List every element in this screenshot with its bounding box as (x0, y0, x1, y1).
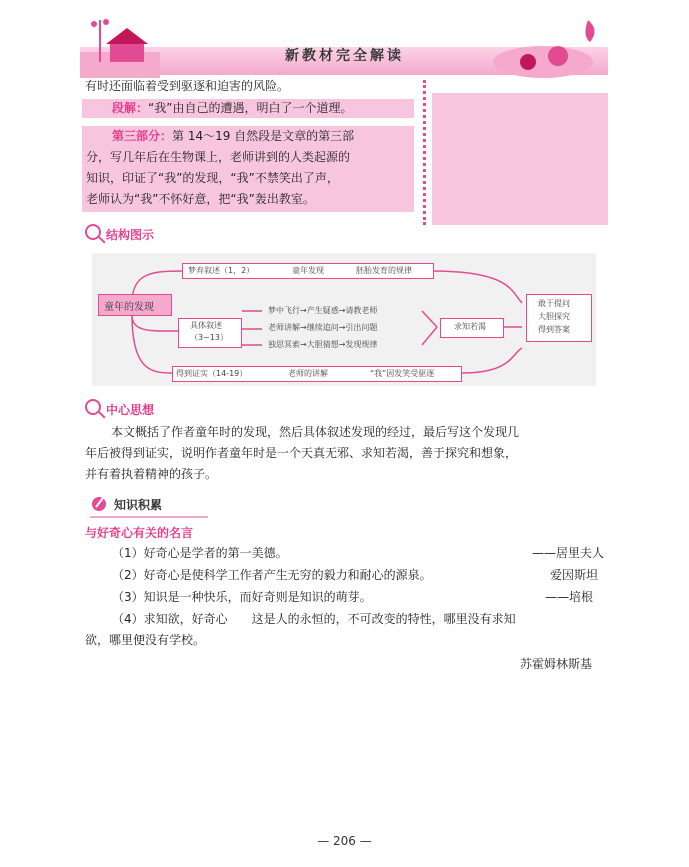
part-three-line: 分，写几年后在生物课上，老师讲到的人类起源的 (86, 150, 351, 164)
bottom-branch-item: 老师的讲解 (288, 369, 328, 378)
middle-item: 梦中飞行→产生疑惑→请教老师 (268, 306, 378, 315)
side-note-box (432, 93, 608, 225)
center-idea-text (85, 422, 605, 485)
right-box-line: 敢于提问 (538, 299, 570, 308)
paragraph-meaning-label: 段解： (112, 101, 149, 115)
page-number: — 206 — (317, 834, 372, 848)
center-idea-line: 年后被得到证实，说明作者童年时是一个天真无邪、求知若渴，善于探究和想象， (85, 446, 518, 460)
center-idea-heading: 中心思想 (106, 403, 155, 417)
quote-author: ——培根 (545, 590, 594, 604)
center-idea-line: 并有着执着精神的孩子。 (85, 467, 218, 481)
structure-heading: 结构图示 (106, 228, 155, 242)
top-branch-item: 童年发现 (292, 266, 324, 275)
quote-text: （2）好奇心是使科学工作者产生无穷的毅力和耐心的源泉。 (112, 568, 432, 582)
quote-author: 爱因斯坦 (550, 568, 599, 582)
quote-author: ——居里夫人 (532, 546, 605, 560)
right-box-line: 大胆探究 (538, 312, 570, 321)
quote-4-line: （4）求知欲，好奇心 这是人的永恒的，不可改变的特性，哪里没有求知 (112, 612, 516, 626)
bottom-branch-item: “我”因发笑受驱逐 (370, 369, 435, 378)
part-three-label: 第三部分： (112, 129, 173, 143)
bottom-branch-item: 得到证实（14-19） (176, 369, 248, 378)
right-box-line: 得到答案 (538, 325, 570, 334)
quote-4-line: 欲，哪里便没有学校。 (85, 633, 206, 647)
middle-item: 独思冥索→大胆猜想→发现规律 (268, 340, 378, 349)
dotted-divider (423, 80, 426, 225)
intro-line: 有时还面临着受到驱逐和迫害的风险。 (85, 79, 290, 93)
magnifier-icon (85, 224, 101, 240)
quote-4 (85, 609, 607, 651)
diagram-root: 童年的发现 (104, 302, 154, 313)
quote-text: （3）知识是一种快乐，而好奇则是知识的萌芽。 (112, 590, 372, 604)
pen-icon (90, 493, 108, 513)
part-three-line: 第 14～19 自然段是文章的第三部 (172, 129, 355, 143)
paragraph-meaning-text: “我”由自己的遭遇，明白了一个道理。 (148, 101, 353, 115)
middle-result: 求知若渴 (454, 322, 486, 331)
top-branch-item: 梦弃叙述（1，2） (188, 266, 255, 275)
knowledge-subheading: 与好奇心有关的名言 (85, 526, 194, 540)
part-three-line: 知识，印证了“我”的发现，“我”不禁笑出了声， (86, 171, 339, 185)
middle-item: 老师讲解→继续追问→引出问题 (268, 323, 378, 332)
magnifier-icon (85, 399, 101, 415)
part-three-line: 老师认为“我”不怀好意，把“我”轰出教室。 (86, 192, 315, 206)
quote-text: （1）好奇心是学者的第一美德。 (112, 546, 288, 560)
top-branch-item: 胚胎发育的规律 (356, 266, 412, 275)
knowledge-badge-label: 知识积累 (114, 498, 163, 512)
middle-label: 具体叙述 (190, 321, 222, 330)
center-idea-line: 本文概括了作者童年时的发现，然后具体叙述发现的经过，最后写这个发现几 (111, 425, 520, 439)
middle-label: （3~13） (190, 333, 228, 342)
quote-4-author: 苏霍姆林斯基 (520, 657, 593, 671)
page-header-title: 新教材完全解读 (285, 48, 404, 64)
paragraph-meaning (112, 98, 352, 119)
part-three-text (86, 126, 412, 210)
